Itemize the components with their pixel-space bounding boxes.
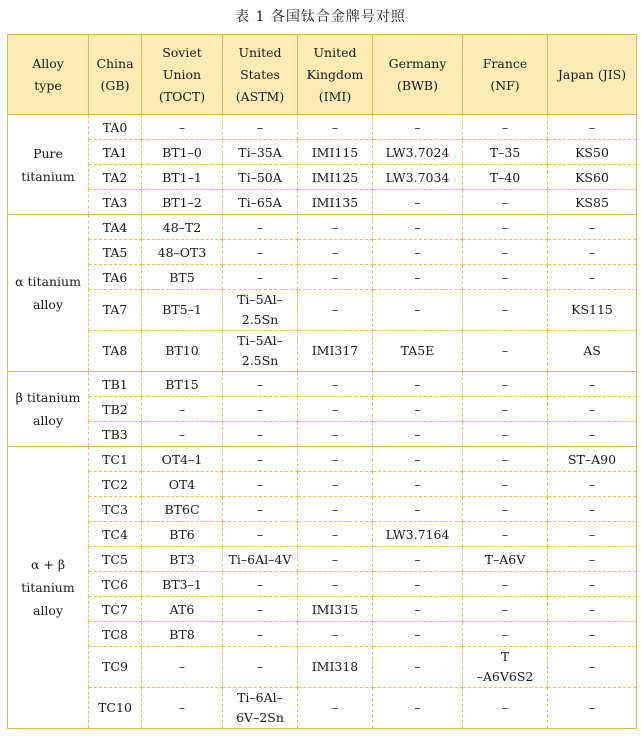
table-cell: TC2	[89, 472, 142, 497]
table-cell: –	[463, 422, 548, 447]
column-header: Japan (JIS)	[548, 35, 637, 115]
table-cell: –	[548, 688, 637, 729]
column-header: China (GB)	[89, 35, 142, 115]
table-cell: –	[142, 422, 223, 447]
table-cell: IMI317	[298, 331, 373, 372]
table-cell: –	[298, 547, 373, 572]
table-cell: –	[463, 215, 548, 240]
table-row	[8, 622, 637, 647]
table-cell: TC4	[89, 522, 142, 547]
table-cell: AS	[548, 331, 637, 372]
table-cell: TA4	[89, 215, 142, 240]
table-cell: LW3.7164	[373, 522, 463, 547]
table-cell: –	[142, 397, 223, 422]
table-cell: –	[548, 497, 637, 522]
table-cell: Ti–65A	[223, 190, 298, 215]
table-cell: –	[142, 647, 223, 688]
table-cell: –	[373, 397, 463, 422]
table-cell: OT4–1	[142, 447, 223, 472]
table-cell: BT5	[142, 265, 223, 290]
table-cell: Ti–35A	[223, 140, 298, 165]
table-cell: –	[298, 472, 373, 497]
table-cell: –	[463, 331, 548, 372]
table-cell: –	[373, 447, 463, 472]
table-cell: IMI115	[298, 140, 373, 165]
table-cell: Ti–6Al–4V	[223, 547, 298, 572]
table-cell: –	[463, 397, 548, 422]
table-cell: –	[223, 265, 298, 290]
table-cell: KS85	[548, 190, 637, 215]
table-cell: IMI125	[298, 165, 373, 190]
table-cell: –	[463, 472, 548, 497]
table-cell: –	[548, 622, 637, 647]
table-cell: 48–T2	[142, 215, 223, 240]
table-row	[8, 472, 637, 497]
table-cell: –	[548, 240, 637, 265]
table-cell: KS115	[548, 290, 637, 331]
table-row	[8, 447, 637, 472]
table-cell: –	[298, 688, 373, 729]
table-cell: TC6	[89, 572, 142, 597]
table-cell: BT5–1	[142, 290, 223, 331]
table-cell: –	[548, 522, 637, 547]
table-row	[8, 165, 637, 190]
table-cell: T–35	[463, 140, 548, 165]
table-cell: –	[223, 522, 298, 547]
table-cell: –	[463, 447, 548, 472]
table-cell: BT10	[142, 331, 223, 372]
table-cell: BT8	[142, 622, 223, 647]
table-cell: IMI315	[298, 597, 373, 622]
table-cell: –	[223, 622, 298, 647]
column-header: France (NF)	[463, 35, 548, 115]
table-cell: –	[463, 597, 548, 622]
table-cell: TC8	[89, 622, 142, 647]
table-cell: –	[298, 215, 373, 240]
table-cell: –	[223, 447, 298, 472]
table-cell: –	[373, 688, 463, 729]
table-cell: –	[463, 290, 548, 331]
table-cell: –	[373, 422, 463, 447]
table-cell: Ti–5Al– 2.5Sn	[223, 290, 298, 331]
table-cell: TB3	[89, 422, 142, 447]
table-cell: Ti–6Al– 6V–2Sn	[223, 688, 298, 729]
table-cell: –	[298, 497, 373, 522]
table-cell: ST–A90	[548, 447, 637, 472]
table-cell: TA7	[89, 290, 142, 331]
table-cell: TB1	[89, 372, 142, 397]
column-header: United States (ASTM)	[223, 35, 298, 115]
table-cell: TA5E	[373, 331, 463, 372]
table-cell: –	[548, 597, 637, 622]
table-cell: –	[548, 422, 637, 447]
table-cell: –	[373, 290, 463, 331]
table-cell: –	[548, 397, 637, 422]
table-cell: –	[223, 597, 298, 622]
column-header: Soviet Union (TOCT)	[142, 35, 223, 115]
alloy-type-cell: α + β titanium alloy	[8, 447, 89, 729]
table-cell: AT6	[142, 597, 223, 622]
table-cell: –	[298, 290, 373, 331]
table-cell: –	[463, 522, 548, 547]
table-cell: –	[298, 447, 373, 472]
table-body	[8, 115, 637, 729]
table-cell: BT1–2	[142, 190, 223, 215]
table-cell: –	[548, 572, 637, 597]
table-cell: TA0	[89, 115, 142, 140]
table-cell: 48–OT3	[142, 240, 223, 265]
table-cell: TA5	[89, 240, 142, 265]
table-cell: –	[223, 240, 298, 265]
table-cell: T–40	[463, 165, 548, 190]
table-cell: IMI318	[298, 647, 373, 688]
alloy-type-cell: α titanium alloy	[8, 215, 89, 372]
table-cell: Ti–50A	[223, 165, 298, 190]
alloy-grade-comparison-table	[7, 34, 637, 729]
table-row	[8, 572, 637, 597]
table-cell: TA6	[89, 265, 142, 290]
table-cell: –	[223, 497, 298, 522]
table-cell: –	[223, 372, 298, 397]
alloy-type-cell: β titanium alloy	[8, 372, 89, 447]
table-cell: BT6C	[142, 497, 223, 522]
table-cell: Ti–5Al– 2.5Sn	[223, 331, 298, 372]
table-row	[8, 422, 637, 447]
table-cell: –	[223, 215, 298, 240]
table-cell: TA2	[89, 165, 142, 190]
table-cell: –	[298, 265, 373, 290]
table-cell: TC5	[89, 547, 142, 572]
table-row	[8, 240, 637, 265]
table-cell: TC1	[89, 447, 142, 472]
table-cell: –	[373, 647, 463, 688]
table-cell: TC9	[89, 647, 142, 688]
table-cell: BT3	[142, 547, 223, 572]
table-cell: TA8	[89, 331, 142, 372]
table-cell: –	[373, 472, 463, 497]
table-cell: –	[548, 215, 637, 240]
table-cell: –	[463, 622, 548, 647]
table-cell: KS50	[548, 140, 637, 165]
table-cell: –	[223, 572, 298, 597]
table-cell: –	[298, 522, 373, 547]
table-row	[8, 497, 637, 522]
table-cell: KS60	[548, 165, 637, 190]
alloy-type-cell: Pure titanium	[8, 115, 89, 215]
table-row	[8, 397, 637, 422]
table-cell: –	[463, 190, 548, 215]
table-cell: –	[373, 240, 463, 265]
table-row	[8, 140, 637, 165]
table-cell: TA1	[89, 140, 142, 165]
table-cell: –	[463, 265, 548, 290]
table-cell: –	[223, 647, 298, 688]
table-cell: BT6	[142, 522, 223, 547]
table-cell: T–A6V	[463, 547, 548, 572]
table-cell: –	[548, 472, 637, 497]
table-cell: T –A6V6S2	[463, 647, 548, 688]
table-cell: LW3.7024	[373, 140, 463, 165]
table-row	[8, 215, 637, 240]
table-cell: –	[298, 372, 373, 397]
table-cell: BT3–1	[142, 572, 223, 597]
table-cell: –	[373, 115, 463, 140]
table-cell: IMI135	[298, 190, 373, 215]
table-row	[8, 115, 637, 140]
table-cell: TC3	[89, 497, 142, 522]
table-cell: TC7	[89, 597, 142, 622]
table-cell: –	[463, 372, 548, 397]
header-row	[8, 35, 637, 115]
column-header: United Kingdom (IMI)	[298, 35, 373, 115]
table-cell: TB2	[89, 397, 142, 422]
table-row	[8, 372, 637, 397]
table-cell: –	[298, 572, 373, 597]
table-cell: –	[373, 572, 463, 597]
table-cell: –	[223, 422, 298, 447]
table-row	[8, 547, 637, 572]
table-cell: LW3.7034	[373, 165, 463, 190]
table-row	[8, 190, 637, 215]
table-cell: –	[463, 572, 548, 597]
table-cell: TC10	[89, 688, 142, 729]
table-cell: –	[373, 372, 463, 397]
table-cell: –	[373, 547, 463, 572]
table-cell: –	[373, 622, 463, 647]
table-cell: –	[548, 115, 637, 140]
table-cell: –	[373, 597, 463, 622]
table-caption: 表 1 各国钛合金牌号对照	[235, 9, 406, 25]
table-cell: –	[373, 190, 463, 215]
table-cell: –	[463, 688, 548, 729]
table-cell: –	[548, 265, 637, 290]
table-cell: –	[463, 240, 548, 265]
table-cell: –	[373, 215, 463, 240]
table-cell: –	[142, 115, 223, 140]
table-cell: OT4	[142, 472, 223, 497]
table-cell: –	[298, 115, 373, 140]
column-header: Alloy type	[8, 35, 89, 115]
table-cell: BT1–0	[142, 140, 223, 165]
table-cell: –	[298, 422, 373, 447]
table-cell: –	[373, 497, 463, 522]
table-cell: –	[463, 115, 548, 140]
table-row	[8, 331, 637, 372]
column-header: Germany (BWB)	[373, 35, 463, 115]
table-row	[8, 597, 637, 622]
table-cell: –	[142, 688, 223, 729]
table-cell: –	[298, 622, 373, 647]
table-cell: –	[223, 397, 298, 422]
table-row	[8, 688, 637, 729]
table-cell: –	[298, 240, 373, 265]
table-cell: BT1–1	[142, 165, 223, 190]
table-cell: –	[463, 497, 548, 522]
table-cell: –	[548, 547, 637, 572]
table-cell: –	[298, 397, 373, 422]
table-row	[8, 522, 637, 547]
table-row	[8, 290, 637, 331]
table-cell: –	[548, 372, 637, 397]
table-cell: TA3	[89, 190, 142, 215]
table-cell: BT15	[142, 372, 223, 397]
table-cell: –	[223, 472, 298, 497]
table-cell: –	[373, 265, 463, 290]
table-cell: –	[548, 647, 637, 688]
table-row	[8, 647, 637, 688]
table-cell: –	[223, 115, 298, 140]
table-row	[8, 265, 637, 290]
